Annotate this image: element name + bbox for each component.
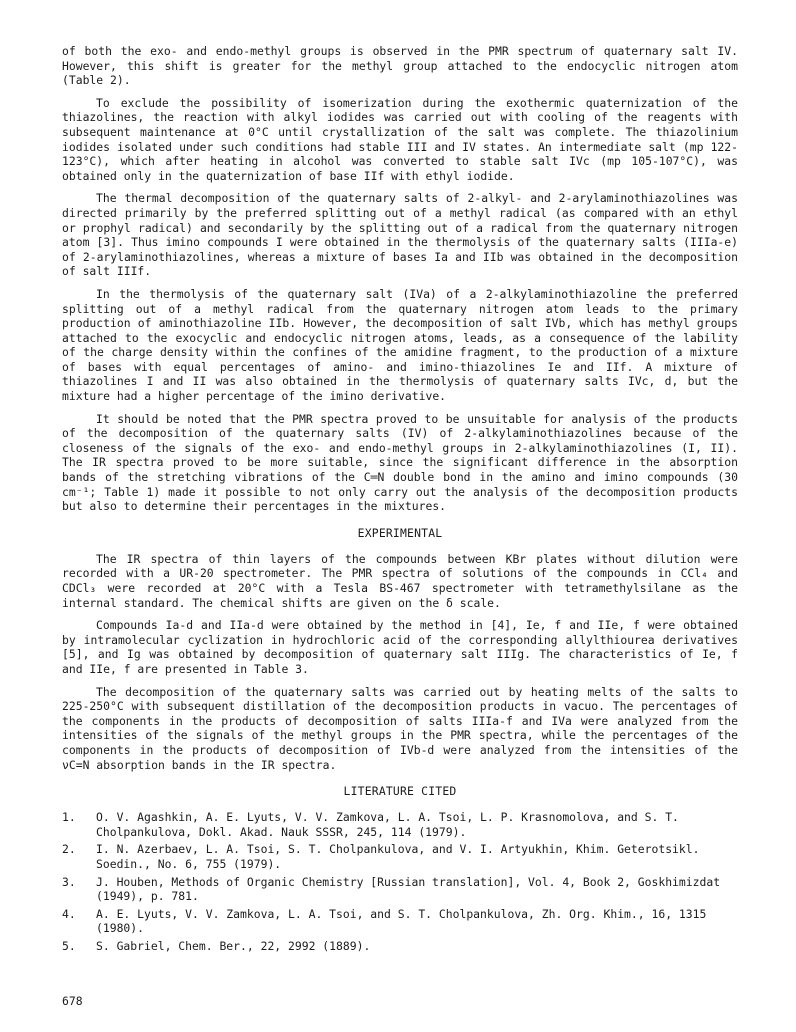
reference-text: J. Houben, Methods of Organic Chemistry [Russian translation], Vol. 4, Book 2, Goskhimizdat (1949), p. 781. — [96, 874, 721, 904]
reference-text: O. V. Agashkin, A. E. Lyuts, V. V. Zamkova, L. A. Tsoi, L. P. Krasnomolova, and S. T. Cholpankulova, Dokl. Akad. Nauk SSSR, 245, 114 (1979). — [96, 810, 679, 839]
reference-item — [62, 842, 738, 871]
reference-item — [62, 810, 738, 839]
experimental-heading: EXPERIMENTAL — [357, 525, 443, 540]
reference-number: 3. — [62, 874, 76, 889]
experimental-paragraph-spectra: The IR spectra of thin layers of the compounds between KBr plates without dilution were recorded with a UR-20 spectrometer. The PMR spectra of solutions of the compounds in CCl₄ and CDCl₃ were recorded at 20°C with a Tesla BS-467 spectrometer with tetramethylsilane as the internal standard. The chemical shifts are given on the δ scale. — [62, 551, 738, 610]
paragraph-thermolysis: In the thermolysis of the quaternary salt (IVa) of a 2-alkylaminothiazoline the preferred splitting out of a methyl radical from the quaternary nitrogen atom leads to the primary production of aminothiazoline IIb. However, the decomposition of salt IVb, which has methyl groups attached to the exocyclic and endocyclic nitrogen atoms, leads, as a consequence of the lability of the charge density within the confines of the amidine fragment, to the production of a mixture of bases with equal percentages of amino- and imino-thiazolines Ie and IIf. A mixture of thiazolines I and II was also obtained in the thermolysis of quaternary salts IVc, d, but the mixture had a higher percentage of the imino derivative. — [62, 286, 738, 404]
page-number: 678 — [62, 994, 83, 1008]
reference-number: 2. — [62, 842, 76, 857]
reference-text: A. E. Lyuts, V. V. Zamkova, L. A. Tsoi, and S. T. Cholpankulova, Zh. Org. Khim., 16, 1315 (1980). — [96, 906, 707, 936]
paragraph-pmr-note: It should be noted that the PMR spectra proved to be unsuitable for analysis of the products of the decomposition of the quaternary salts (IV) of 2-alkylaminothiazolines because of the closeness of the signals of the exo- and endo-methyl groups in 2-alkylaminothiazolines (I, II). The IR spectra proved to be more suitable, since the significant difference in the absorption bands of the stretching vibrations of the C═N double bond in the amino and imino compounds (30 cm⁻¹; Table 1) made it possible to not only carry out the analysis of the decomposition products but also to determine their percentages in the mixtures. — [62, 411, 738, 514]
reference-text: I. N. Azerbaev, L. A. Tsoi, S. T. Cholpankulova, and V. I. Artyukhin, Khim. Geterotsikl. Soedin., No. 6, 755 (1979). — [96, 842, 700, 871]
paragraph-thermal-decomposition: The thermal decomposition of the quaternary salts of 2-alkyl- and 2-arylaminothiazolines was directed primarily by the preferred splitting out of a methyl radical (as compared with an ethyl or prophyl radical) and secondarily by the splitting out of a radical from the quaternary nitrogen atom [3]. Thus imino compounds I were obtained in the thermolysis of the quaternary salts (IIIa-e) of 2-arylaminothiazolines, whereas a mixture of bases Ia and IIb was obtained in the decomposition of salt IIIf. — [62, 191, 738, 279]
reference-number: 4. — [62, 906, 76, 921]
paragraph-continued: of both the exo- and endo-methyl groups is observed in the PMR spectrum of quaternary salt IV. However, this shift is greater for the methyl group attached to the endocyclic nitrogen atom (Table 2). — [62, 44, 738, 88]
paragraph-isomerization: To exclude the possibility of isomerization during the exothermic quaternization of the thiazolines, the reaction with alkyl iodides was carried out with cooling of the reagents with subsequent maintenance at 0°C until crystallization of the salt was complete. The thiazolinium iodides isolated under such conditions had stable III and IV states. An intermediate salt (mp 122-123°C), which after heating in alcohol was converted to stable salt IVc (mp 105-107°C), was obtained only in the quaternization of base IIf with ethyl iodide. — [62, 95, 738, 183]
reference-number: 5. — [62, 938, 76, 953]
literature-heading: LITERATURE CITED — [343, 784, 457, 799]
reference-text: S. Gabriel, Chem. Ber., 22, 2992 (1889). — [96, 938, 371, 953]
reference-item — [62, 939, 738, 954]
experimental-paragraph-compounds: Compounds Ia-d and IIa-d were obtained by the method in [4], Ie, f and IIe, f were obtained by intramolecular cyclization in hydrochloric acid of the corresponding allylthiourea derivatives [5], and Ig was obtained by decomposition of quaternary salt IIIg. The characteristics of Ie, f and IIe, f are presented in Table 3. — [62, 618, 738, 676]
paper-page — [62, 44, 738, 956]
experimental-paragraph-decomposition: The decomposition of the quaternary salts was carried out by heating melts of the salts to 225-250°C with subsequent distillation of the decomposition products in vacuo. The percentages of the components in the products of decomposition of salts IIIa-f and IVa were analyzed from the intensities of the signals of the methyl groups in the PMR spectra, while the percentages of the components in the products of decomposition of IVb-d were analyzed from the intensities of the νC=N absorption bands in the IR spectra. — [62, 684, 738, 772]
reference-list — [62, 810, 738, 953]
reference-item — [62, 875, 738, 904]
reference-number: 1. — [62, 810, 76, 825]
reference-item — [62, 907, 738, 936]
